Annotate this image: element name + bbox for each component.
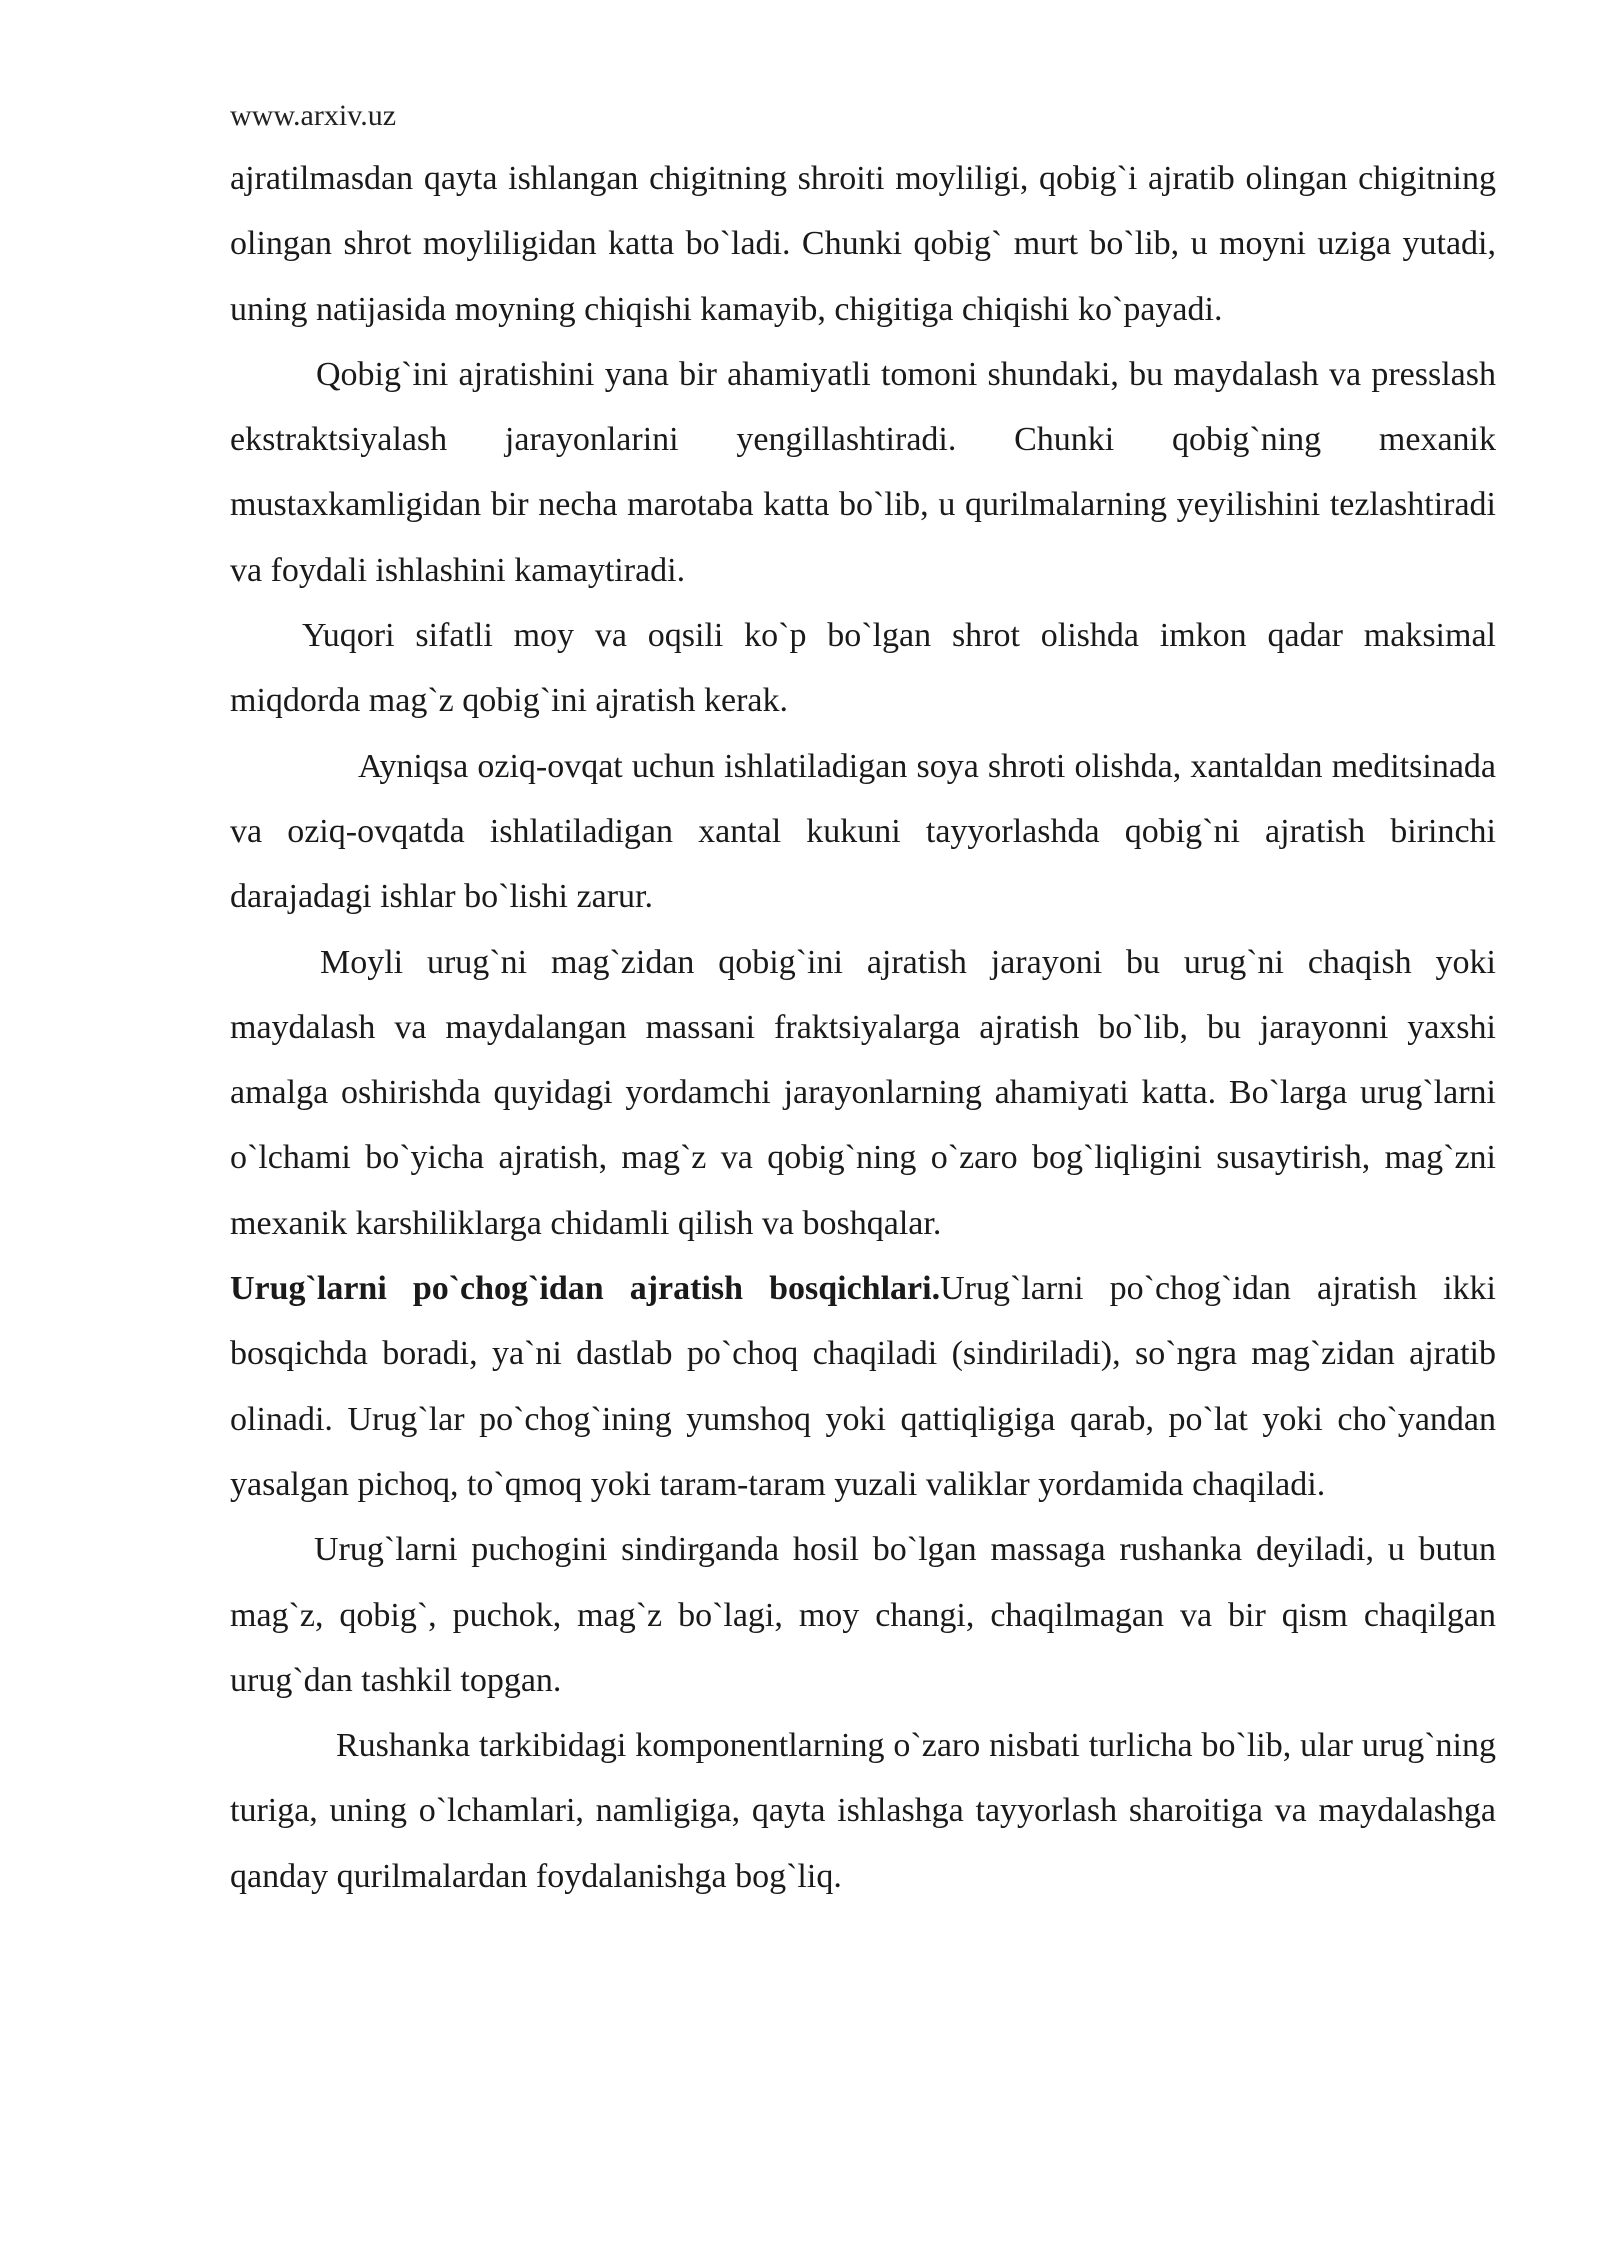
paragraph-3: Yuqori sifatli moy va oqsili ko`p bo`lgan shrot olishda imkon qadar maksimal miqdorda mag`z qobig`ini ajratish kerak. [230, 617, 1496, 720]
paragraph-2: Qobig`ini ajratishini yana bir ahamiyatli tomoni shundaki, bu maydalash va presslash ekstraktsiyalash jarayonlarini yengillashtiradi. Chunki qobig`ning mexanik mustaxkamligidan bir necha marotaba katta bo`lib, u qurilmalarning yeyilishini tezlashtiradi va foydali ishlashini kamaytiradi. [230, 355, 1496, 589]
paragraph-1: ajratilmasdan qayta ishlangan chigitning shroiti moyliligi, qobig`i ajratib olingan chigitning olingan shrot moyliligidan katta bo`ladi. Chunki qobig` murt bo`lib, u moyni uziga yutadi, uning natijasida moyning chiqishi kamayib, chigitiga chiqishi ko`payadi. [230, 160, 1496, 328]
paragraph-8: Rushanka tarkibidagi komponentlarning o`zaro nisbati turlicha bo`lib, ular urug`ning turiga, uning o`lchamlari, namligiga, qayta ishlashga tayyorlash sharoitiga va maydalashga qanday qurilmalardan foydalanishga bog`liq. [230, 1727, 1496, 1895]
site-url-header: www.arxiv.uz [230, 99, 397, 132]
paragraph-5: Moyli urug`ni mag`zidan qobig`ini ajratish jarayoni bu urug`ni chaqish yoki maydalash va maydalangan massani fraktsiyalarga ajratish bo`lib, bu jarayonni yaxshi amalga oshirishda quyidagi yordamchi jarayonlarning ahamiyati katta. Bo`larga urug`larni o`lchami bo`yicha ajratish, mag`z va qobig`ning o`zaro bog`liqligini susaytirish, mag`zni mexanik karshiliklarga chidamli qilish va boshqalar. [230, 943, 1496, 1242]
paragraph-6-text: Urug`larni po`chog`idan ajratish ikki bosqichda boradi, ya`ni dastlab po`choq chaqiladi (sindiriladi), so`ngra mag`zidan ajratib olinadi. Urug`lar po`chog`ining yumshoq yoki qattiqligiga qarab, po`lat yoki cho`yandan yasalgan pichoq, to`qmoq yoki taram-taram yuzali valiklar yordamida chaqiladi. [230, 1270, 1497, 1503]
paragraph-6 [230, 1256, 1496, 1517]
paragraph-7: Urug`larni puchogini sindirganda hosil bo`lgan massaga rushanka deyiladi, u butun mag`z, qobig`, puchok, mag`z bo`lagi, moy changi, chaqilmagan va bir qism chaqilgan urug`dan tashkil topgan. [230, 1531, 1496, 1699]
document-body [230, 146, 1496, 1909]
paragraph-4: Ayniqsa oziq-ovqat uchun ishlatiladigan soya shroti olishda, xantaldan meditsinada va oziq-ovqatda ishlatiladigan xantal kukuni tayyorlashda qobig`ni ajratish birinchi darajadagi ishlar bo`lishi zarur. [230, 747, 1496, 916]
section-heading: Urug`larni po`chog`idan ajratish bosqichlari. [230, 1270, 941, 1308]
